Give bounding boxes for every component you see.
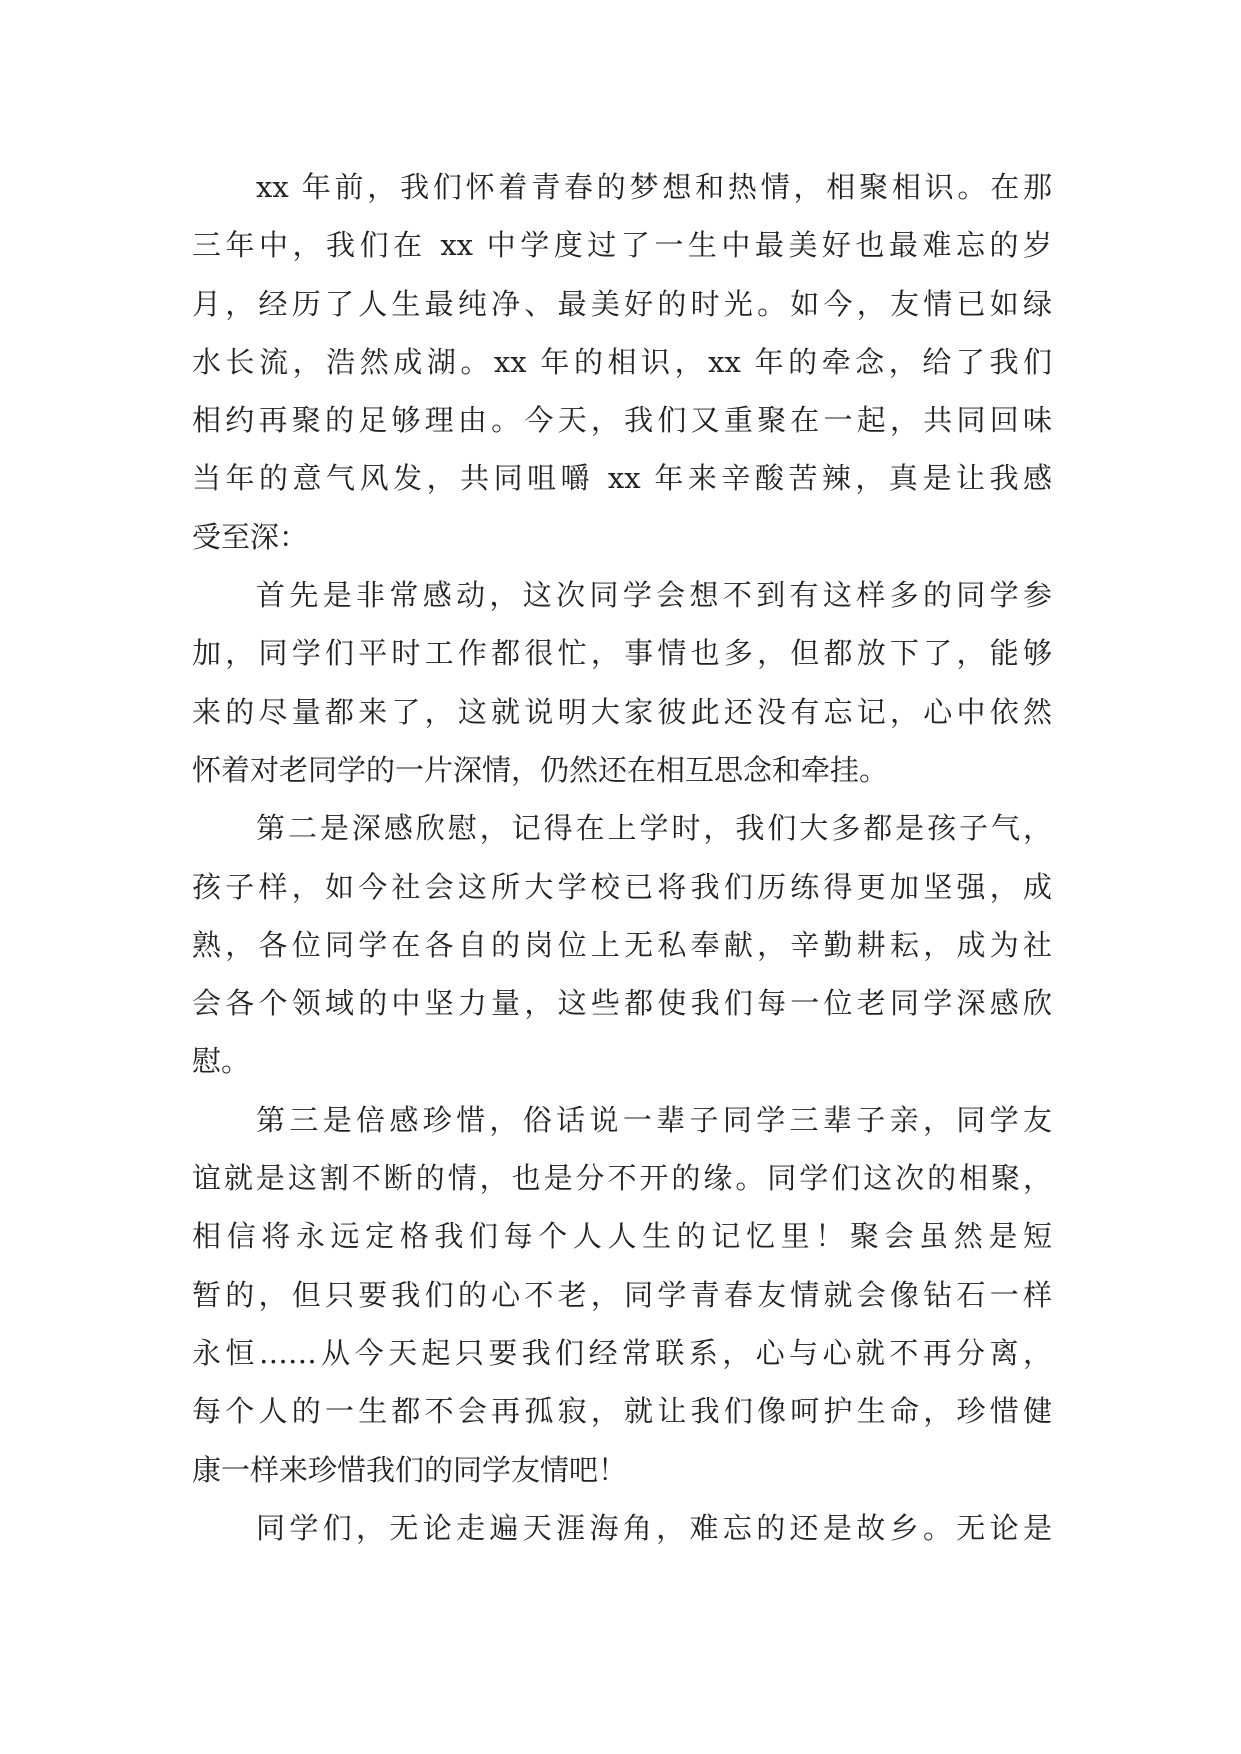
text-line: 水长流，浩然成湖。xx 年的相识，xx 年的牵念，给了我们 <box>192 344 1052 379</box>
text-line: 会各个领域的中坚力量，这些都使我们每一位老同学深感欣 <box>192 986 1052 1021</box>
text-line: 当年的意气风发，共同咀嚼 xx 年来辛酸苦辣，真是让我感 <box>192 461 1052 496</box>
text-line: 每个人的一生都不会再孤寂，就让我们像呵护生命，珍惜健 <box>192 1394 1052 1429</box>
text-line: 首先是非常感动，这次同学会想不到有这样多的同学参 <box>256 578 1052 613</box>
text-line: 熟，各位同学在各自的岗位上无私奉献，辛勤耕耘，成为社 <box>192 927 1052 962</box>
text-line: 康一样来珍惜我们的同学友情吧！ <box>192 1452 628 1487</box>
text-line: 孩子样，如今社会这所大学校已将我们历练得更加坚强，成 <box>192 869 1052 904</box>
text-line: 怀着对老同学的一片深情，仍然还在相互思念和牵挂。 <box>192 752 889 787</box>
text-line: 相约再聚的足够理由。今天，我们又重聚在一起，共同回味 <box>192 403 1052 438</box>
text-line: 第三是倍感珍惜，俗话说一辈子同学三辈子亲，同学友 <box>256 1102 1052 1137</box>
text-line: 加，同学们平时工作都很忙，事情也多，但都放下了，能够 <box>192 636 1052 671</box>
text-line: 三年中，我们在 xx 中学度过了一生中最美好也最难忘的岁 <box>192 228 1052 263</box>
text-line: 同学们，无论走遍天涯海角，难忘的还是故乡。无论是 <box>256 1510 1052 1545</box>
text-line: 暂的，但只要我们的心不老，同学青春友情就会像钻石一样 <box>192 1277 1052 1312</box>
text-line: 第二是深感欣慰，记得在上学时，我们大多都是孩子气， <box>256 811 1052 846</box>
text-line: xx 年前，我们怀着青春的梦想和热情，相聚相识。在那 <box>256 170 1052 204</box>
text-line: 受至深： <box>192 519 309 554</box>
text-line: 永恒……从今天起只要我们经常联系，心与心就不再分离， <box>192 1335 1052 1370</box>
document-body <box>192 158 1052 1557</box>
text-line: 月，经历了人生最纯净、最美好的时光。如今，友情已如绿 <box>192 286 1052 321</box>
text-line: 相信将永远定格我们每个人人生的记忆里！聚会虽然是短 <box>192 1219 1052 1254</box>
text-line: 来的尽量都来了，这就说明大家彼此还没有忘记，心中依然 <box>192 694 1052 729</box>
text-line: 谊就是这割不断的情，也是分不开的缘。同学们这次的相聚， <box>192 1161 1052 1196</box>
text-line: 慰。 <box>192 1044 251 1079</box>
